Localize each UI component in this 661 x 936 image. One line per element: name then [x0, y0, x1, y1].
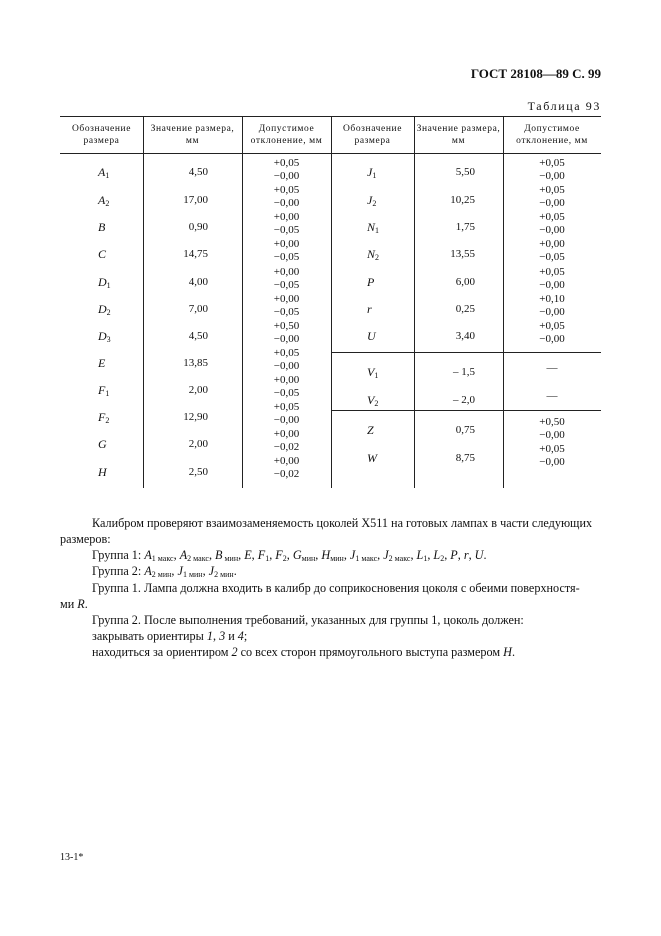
- size-designation: [367, 303, 372, 315]
- paragraph-line: Калибром проверяют взаимозаменяемость цоколей Х511 на готовых лампах в части следующих: [92, 516, 593, 530]
- symbol-letter: U: [367, 329, 376, 343]
- tolerance-upper: +0,00: [273, 238, 300, 250]
- tolerance: [242, 401, 331, 427]
- symbol-letter: L: [416, 548, 424, 562]
- symbol-letter: Z: [367, 423, 374, 437]
- size-value: 2,50: [188, 466, 208, 478]
- column-header: Обозначение размера: [342, 124, 403, 146]
- size-value: 6,00: [455, 276, 475, 288]
- text-fragment: находиться за ориентиром: [92, 645, 229, 659]
- tolerance-upper: —: [546, 390, 558, 402]
- size-designation: [98, 357, 105, 369]
- tolerance-lower: −0,00: [539, 224, 565, 236]
- symbol-subscript: 1: [375, 226, 380, 235]
- tolerance: [242, 293, 331, 319]
- tolerance-upper: +0,10: [539, 293, 565, 305]
- tolerance-lower: −0,00: [273, 414, 300, 426]
- symbol-letter: A: [144, 548, 152, 562]
- size-designation: [367, 166, 376, 182]
- symbol-subscript: мин: [222, 554, 239, 563]
- size-designation: [98, 221, 105, 233]
- period: .: [84, 597, 88, 611]
- symbol-subscript: 2: [105, 416, 110, 425]
- size-designation: [367, 248, 379, 264]
- tolerance-upper: +0,05: [539, 443, 565, 455]
- tolerance: [242, 157, 331, 183]
- symbol-letter: U: [474, 548, 484, 562]
- symbol-subscript: 2 макс: [187, 554, 209, 563]
- tolerance: [503, 238, 601, 264]
- size-value: 0,25: [455, 303, 475, 315]
- size-designation: [367, 194, 376, 210]
- symbol-letter: J: [349, 548, 356, 562]
- symbol-letter: J: [177, 564, 183, 578]
- symbol-letter: F: [275, 548, 283, 562]
- semicolon: ;: [243, 629, 248, 643]
- column-header: Допустимое отклонение, мм: [250, 124, 323, 146]
- period: .: [233, 564, 237, 578]
- tolerance-upper: +0,00: [273, 374, 300, 386]
- size-value: – 2,0: [453, 394, 475, 406]
- symbol-letter: C: [98, 247, 107, 261]
- symbol-letter: L: [433, 548, 441, 562]
- size-value: 0,75: [455, 424, 475, 436]
- size-value: 0,90: [188, 221, 208, 233]
- group-2-symbols: $A_{2 мин}$, $J_{1 мин}$, $J_{2 мин}$: [144, 564, 234, 579]
- tolerance: [242, 184, 331, 210]
- size-value: 2,00: [188, 438, 208, 450]
- symbol-letter: H: [98, 465, 107, 479]
- symbol-letter: E: [98, 356, 106, 370]
- tolerance-lower: −0,00: [539, 429, 565, 441]
- marker-number: 3: [219, 629, 226, 643]
- column-header: Значение размера, мм: [416, 124, 501, 146]
- size-designation: [367, 276, 374, 288]
- size-designation: [98, 438, 107, 450]
- tolerance: [242, 428, 331, 454]
- size-designation: [98, 411, 109, 427]
- symbol-r: R: [77, 597, 85, 611]
- period: .: [511, 645, 516, 659]
- symbol-subscript: 1 макс: [355, 554, 378, 563]
- symbol-subscript: 1 макс: [151, 554, 174, 563]
- symbol-subscript: мин: [330, 554, 344, 563]
- symbol-letter: B: [98, 220, 106, 234]
- tolerance-upper: +0,05: [539, 184, 565, 196]
- tolerance-lower: −0,00: [539, 306, 565, 318]
- tolerance-lower: −0,05: [539, 251, 565, 263]
- symbol-subscript: 2: [282, 554, 287, 563]
- symbol-subscript: 2: [105, 199, 110, 208]
- symbol-subscript: 2 макс: [388, 554, 411, 563]
- symbol-letter: G: [98, 437, 107, 451]
- tolerance-lower: −0,05: [273, 306, 300, 318]
- tolerance-upper: +0,05: [273, 184, 300, 196]
- tolerance-lower: −0,00: [539, 456, 565, 468]
- size-value: 13,85: [183, 357, 208, 369]
- symbol-letter: N: [367, 220, 376, 234]
- tolerance-lower: −0,00: [539, 170, 565, 182]
- symbol-letter: J: [383, 548, 389, 562]
- tolerance-upper: +0,05: [273, 347, 300, 359]
- tolerance-lower: −0,02: [273, 441, 300, 453]
- size-value: 7,00: [188, 303, 208, 315]
- tolerance-upper: +0,05: [539, 157, 565, 169]
- page-footer-mark: 13-1*: [60, 852, 84, 863]
- tolerance: [503, 184, 601, 210]
- paragraph-line: [92, 644, 515, 660]
- symbol-h: H: [503, 645, 512, 659]
- tolerance-lower: −0,05: [273, 251, 300, 263]
- tolerance-upper: +0,05: [273, 401, 300, 413]
- size-designation: [367, 366, 378, 382]
- size-value: 4,50: [188, 166, 208, 178]
- paragraph-line: размеров:: [60, 532, 111, 546]
- text-fragment: и: [228, 629, 235, 643]
- symbol-letter: D: [98, 302, 107, 316]
- group-1-symbols: $A_{1 макс}$, $A_{2 макс}$, B $_{мин}$, E, $F_1$, $F_2$, $G_{мин}$, $H_{мин}$, $J_{1 макс}$, $J_{2 макс}$, $L_1$, $L_2$, P, r, U: [144, 548, 484, 563]
- symbol-letter: F: [98, 410, 106, 424]
- tolerance-lower: −0,00: [539, 197, 565, 209]
- symbol-subscript: 1: [374, 371, 379, 380]
- tolerance: [242, 266, 331, 292]
- tolerance: [242, 238, 331, 264]
- size-designation: [367, 394, 378, 410]
- tolerance-upper: +0,00: [273, 455, 300, 467]
- symbol-letter: F: [98, 383, 106, 397]
- symbol-subscript: 1: [372, 171, 377, 180]
- symbol-letter: J: [367, 193, 373, 207]
- symbol-letter: N: [367, 247, 376, 261]
- symbol-subscript: 2: [375, 253, 380, 262]
- tolerance-lower: −0,05: [273, 224, 300, 236]
- group-2-label: Группа 2:: [92, 564, 142, 578]
- column-divider: [331, 116, 332, 488]
- size-value: 2,00: [188, 384, 208, 396]
- marker-number: 4: [237, 629, 244, 643]
- text-fragment: закрывать ориентиры: [92, 629, 204, 643]
- column-divider: [143, 116, 144, 488]
- paragraph-line: Группа 2. После выполнения требований, указанных для группы 1, цоколь должен:: [92, 613, 524, 627]
- tolerance-lower: −0,05: [273, 279, 300, 291]
- tolerance-upper: +0,50: [539, 416, 565, 428]
- tolerance: [503, 293, 601, 319]
- symbol-subscript: 2 мин: [214, 570, 234, 579]
- group-1-label: Группа 1:: [92, 548, 142, 562]
- symbol-subscript: 1: [265, 554, 270, 563]
- size-designation: [98, 330, 111, 346]
- column-header: Обозначение размера: [71, 124, 132, 146]
- tolerance-upper: +0,00: [273, 428, 300, 440]
- symbol-letter: V: [367, 365, 375, 379]
- symbol-subscript: 2: [374, 399, 379, 408]
- symbol-letter: D: [98, 275, 107, 289]
- tolerance-upper: +0,05: [539, 266, 565, 278]
- symbol-letter: H: [321, 548, 331, 562]
- symbol-letter: W: [367, 451, 377, 465]
- size-designation: [98, 276, 111, 292]
- size-value: 3,40: [455, 330, 475, 342]
- symbol-subscript: 2 мин: [151, 570, 172, 579]
- size-designation: [367, 330, 376, 342]
- symbol-letter: A: [144, 564, 152, 578]
- symbol-subscript: 2: [372, 199, 377, 208]
- symbol-letter: P: [367, 275, 375, 289]
- table-caption: Таблица 93: [527, 99, 601, 113]
- tolerance: [503, 443, 601, 469]
- symbol-letter: G: [292, 548, 302, 562]
- marker-number: 2: [231, 645, 238, 659]
- tolerance: [503, 266, 601, 292]
- symbol-subscript: 1: [105, 389, 110, 398]
- size-designation: [367, 424, 374, 436]
- size-value: 12,90: [183, 411, 208, 423]
- tolerance: [503, 416, 601, 442]
- symbol-subscript: мин: [301, 554, 316, 563]
- tolerance-lower: −0,00: [539, 333, 565, 345]
- tolerance-upper: +0,05: [539, 211, 565, 223]
- table-group-rule: [331, 410, 601, 411]
- column-header: Значение размера, мм: [150, 124, 235, 146]
- tolerance-lower: −0,00: [273, 333, 300, 345]
- symbol-letter: J: [367, 165, 373, 179]
- tolerance-upper: +0,00: [273, 266, 300, 278]
- symbol-letter: F: [257, 548, 266, 562]
- tolerance: [503, 320, 601, 346]
- tolerance-lower: −0,00: [273, 197, 300, 209]
- size-value: – 1,5: [453, 366, 475, 378]
- size-value: 17,00: [183, 194, 208, 206]
- size-designation: [367, 452, 377, 464]
- tolerance: [242, 211, 331, 237]
- size-value: 5,50: [455, 166, 475, 178]
- size-value: 8,75: [455, 452, 475, 464]
- tolerance-lower: −0,00: [273, 360, 300, 372]
- marker-number: 1: [206, 629, 213, 643]
- document-reference: ГОСТ 28108—89 С. 99: [470, 66, 601, 81]
- paragraph-line: Группа 1. Лампа должна входить в калибр до соприкосновения цоколя с обеими поверхностя-: [92, 581, 580, 595]
- size-designation: [98, 384, 109, 400]
- tolerance-lower: −0,02: [273, 468, 300, 480]
- size-designation: [98, 466, 107, 478]
- tolerance: [503, 362, 601, 375]
- symbol-letter: A: [98, 165, 106, 179]
- column-header: Допустимое отклонение, мм: [516, 124, 588, 146]
- tolerance: [242, 374, 331, 400]
- tolerance-upper: +0,05: [539, 320, 565, 332]
- paragraph-line: [60, 596, 88, 612]
- symbol-subscript: 2: [440, 554, 445, 563]
- size-designation: [367, 221, 379, 237]
- tolerance: [503, 390, 601, 403]
- symbol-letter: D: [98, 329, 107, 343]
- size-designation: [98, 303, 111, 319]
- column-divider: [414, 116, 415, 488]
- symbol-letter: E: [244, 548, 252, 562]
- size-designation: [98, 194, 109, 210]
- tolerance-upper: +0,00: [273, 211, 300, 223]
- symbol-letter: V: [367, 393, 375, 407]
- symbol-subscript: 1: [105, 171, 110, 180]
- tolerance-upper: +0,50: [273, 320, 300, 332]
- table-group-rule: [331, 352, 601, 353]
- tolerance-upper: —: [546, 362, 558, 374]
- tolerance-lower: −0,05: [273, 387, 300, 399]
- tolerance: [242, 347, 331, 373]
- size-value: 1,75: [455, 221, 475, 233]
- tolerance-upper: +0,00: [273, 293, 300, 305]
- text-fragment: ми: [60, 597, 75, 611]
- tolerance: [242, 455, 331, 481]
- symbol-letter: B: [215, 548, 223, 562]
- size-value: 4,00: [188, 276, 208, 288]
- symbol-letter: A: [179, 548, 188, 562]
- tolerance-lower: −0,00: [539, 279, 565, 291]
- period: .: [483, 548, 487, 562]
- size-designation: [98, 248, 106, 260]
- size-value: 10,25: [450, 194, 475, 206]
- size-value: 14,75: [183, 248, 208, 260]
- symbol-letter: r: [367, 302, 372, 316]
- symbol-subscript: 3: [106, 335, 111, 344]
- text-fragment: со всех сторон прямоугольного выступа размером: [240, 645, 501, 659]
- symbol-letter: P: [450, 548, 458, 562]
- comma: ,: [212, 629, 217, 643]
- symbol-subscript: 1: [423, 554, 428, 563]
- size-value: 13,55: [450, 248, 475, 260]
- tolerance: [242, 320, 331, 346]
- symbol-letter: J: [208, 564, 215, 578]
- tolerance-upper: +0,05: [273, 157, 300, 169]
- paragraph-line: [92, 628, 247, 644]
- symbol-subscript: 2: [106, 308, 111, 317]
- size-designation: [98, 166, 109, 182]
- symbol-subscript: 1 мин: [182, 570, 203, 579]
- tolerance: [503, 211, 601, 237]
- size-value: 4,50: [188, 330, 208, 342]
- tolerance: [503, 157, 601, 183]
- tolerance-lower: −0,00: [273, 170, 300, 182]
- symbol-subscript: 1: [106, 281, 111, 290]
- symbol-letter: A: [98, 193, 106, 207]
- symbol-letter: r: [463, 548, 469, 562]
- tolerance-upper: +0,00: [539, 238, 565, 250]
